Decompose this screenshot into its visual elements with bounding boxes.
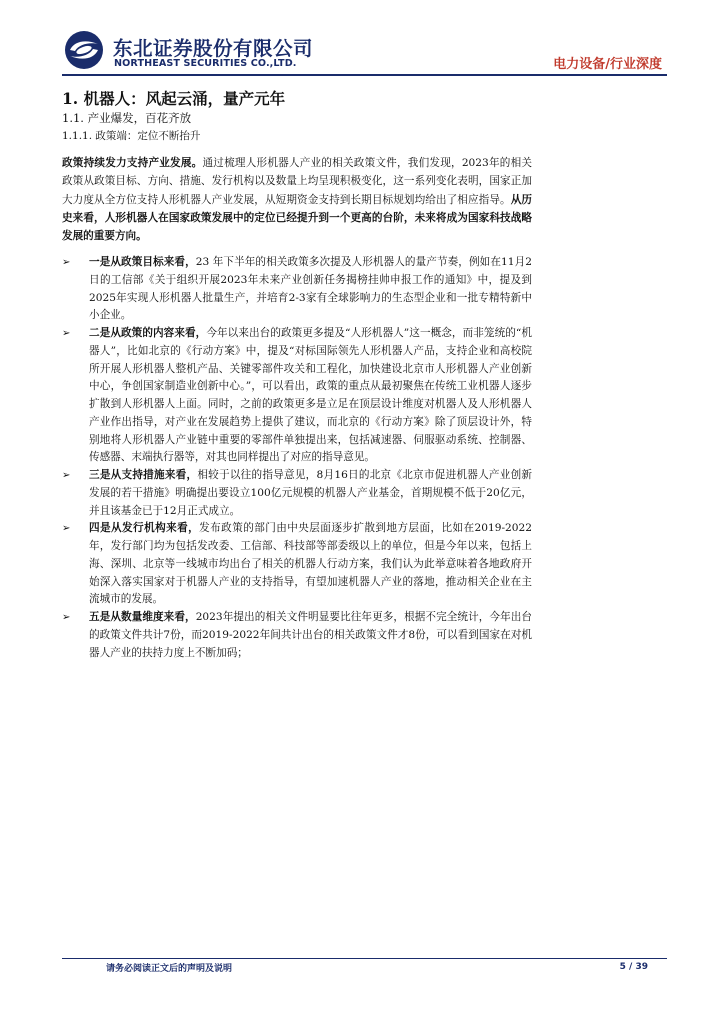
company-logo-icon: [64, 30, 104, 70]
section-heading-3: 1.1.1. 政策端：定位不断抬升: [62, 130, 201, 142]
bullet-list: [62, 254, 532, 662]
arrow-bullet-icon: ➢: [62, 523, 71, 535]
header-divider: [62, 74, 667, 76]
bullet-lead: 一是从政策目标来看，: [89, 256, 196, 268]
arrow-bullet-icon: ➢: [62, 257, 71, 268]
bullet-text: 今年以来出台的政策更多提及“人形机器人”这一概念，而非笼统的“机器人”，比如北京的《行动方案》中，提及“对标国际领先人形机器人产品，支持企业和高校院所开展人形机器人整机产品、关键零部件攻关和工程化，加快建设北京市人形机器人产业创新中心，争创国家制造业创新中心。”，可以看出，政策的重点从最初聚焦在传统工业机器人逐步扩散到人形机器人上面。同时，之前的政策更多是立足在顶层设计维度对机器人及人形机器人产业作出指导，对产业在发展趋势上提供了建议，而北京的《行动方案》除了顶层设计外，特别地将人形机器人产业链中重要的零部件单独提出来，包括减速器、伺服驱动系统、控制器、传感器、末端执行器等，对其也同样提出了对应的指导意见。: [89, 327, 533, 464]
footer-divider: [62, 958, 667, 959]
intro-paragraph: [62, 154, 532, 245]
bullet-text: 相较于以往的指导意见，8月16日的北京《北京市促进机器人产业创新发展的若干措施》明确提出要设立100亿元规模的机器人产业基金，首期规模不低于20亿元，并且该基金已于12月正式成立。: [89, 469, 532, 517]
arrow-bullet-icon: ➢: [62, 470, 71, 481]
arrow-bullet-icon: ➢: [62, 612, 71, 623]
bullet-lead: 三是从支持措施来看，: [89, 469, 198, 481]
list-item: [62, 609, 532, 662]
list-item: [62, 467, 532, 520]
list-item: [62, 254, 532, 325]
page-number: 5 / 39: [619, 962, 648, 972]
intro-bold-lead: 政策持续发力支持产业发展。: [62, 157, 203, 169]
bullet-lead: 五是从数量维度来看，: [89, 611, 196, 623]
bullet-text: 发布政策的部门由中央层面逐步扩散到地方层面，比如在2019-2022年，发行部门均为包括发改委、工信部、科技部等部委级以上的单位，但是今年以来，包括上海、深圳、北京等一线城市均出台了相关的机器人行动方案，我们认为此举意味着各地政府开始深入落实国家对于机器人产业的支持指导，有望加速机器人产业的落地，推动相关企业在主流城市的发展。: [89, 522, 533, 606]
list-item: [62, 325, 532, 467]
disclaimer-note: 请务必阅读正文后的声明及说明: [106, 964, 233, 974]
bullet-lead: 四是从发行机构来看，: [89, 522, 200, 535]
arrow-bullet-icon: ➢: [62, 328, 71, 339]
company-name-en: NORTHEAST SECURITIES CO.,LTD.: [114, 58, 297, 69]
company-name-cn: 东北证券股份有限公司: [113, 37, 314, 60]
intro-bold-tail: 从历史来看，人形机器人在国家政策发展中的定位已经提升到一个更高的台阶，未来将成为国家科技战略发展的重要方向。: [62, 193, 532, 243]
intro-text: 通过梳理人形机器人产业的相关政策文件，我们发现，2023年的相关政策从政策目标、方向、措施、发行机构以及数量上均呈现积极变化，这一系列变化表明，国家正加大力度从全方位支持人形机器人产业发展，从短期资金支持到长期目标规划均给出了相应指导。: [62, 157, 533, 206]
bullet-text: 2023年提出的相关文件明显要比往年更多，根据不完全统计，今年出台的政策文件共计7份，而2019-2022年间共计出台的相关政策文件才8份，可以看到国家在对机器人产业的扶持力度上不断加码；: [89, 611, 533, 659]
bullet-text: 23 年下半年的相关政策多次提及人形机器人的量产节奏，例如在11月2日的工信部《关于组织开展2023年未来产业创新任务揭榜挂帅申报工作的通知》中，提及到2025年实现人形机器人批量生产，并培育2-3家有全球影响力的生态型企业和一批专精特新中小企业。: [89, 256, 532, 322]
page-header: [0, 0, 724, 80]
section-heading-1: 1. 机器人：风起云涌，量产元年: [62, 89, 286, 108]
list-item: [62, 520, 532, 609]
report-category: 电力设备/行业深度: [553, 57, 662, 72]
section-heading-2: 1.1. 产业爆发，百花齐放: [62, 111, 192, 125]
bullet-lead: 二是从政策的内容来看，: [89, 327, 207, 339]
